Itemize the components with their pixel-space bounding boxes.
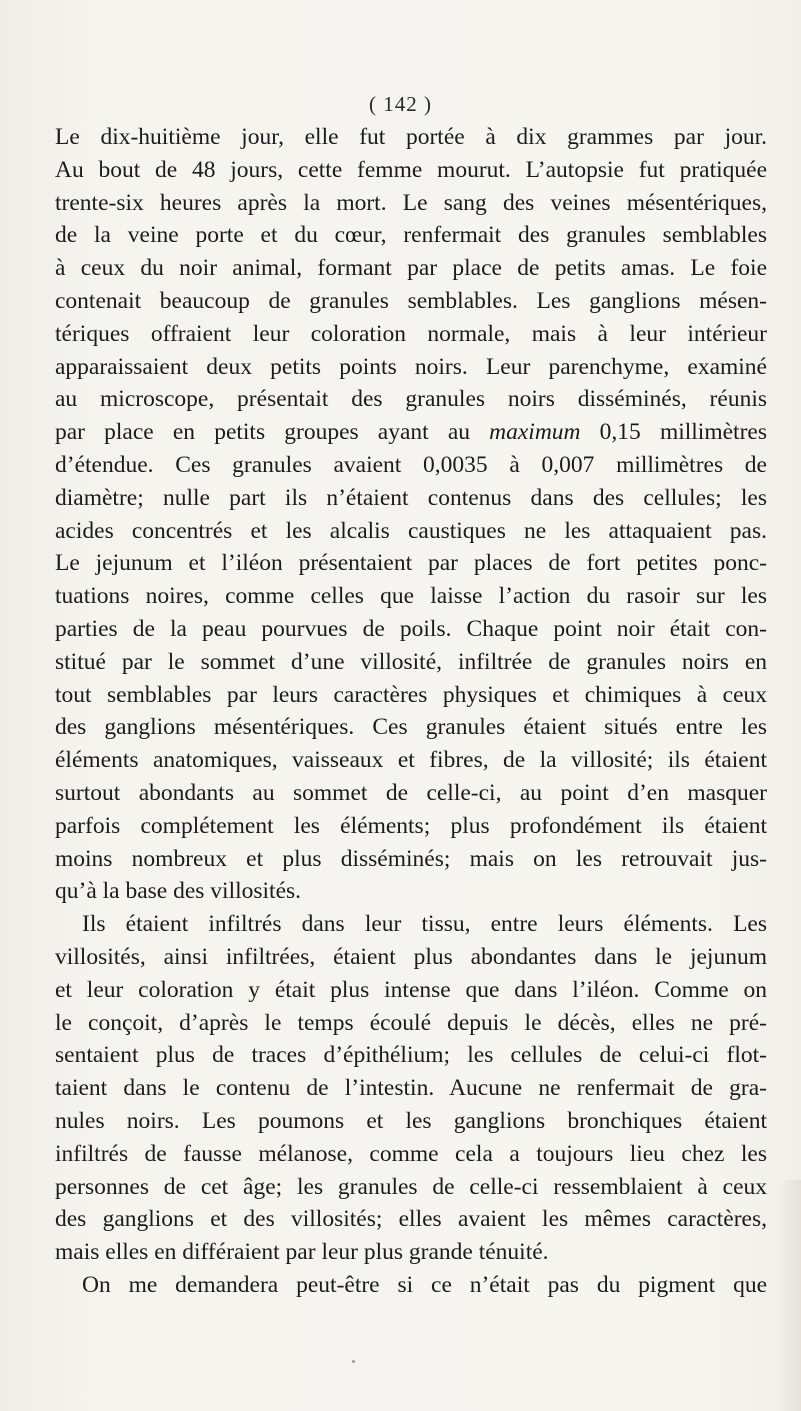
text-line: taient dans le contenu de l’intestin. Aucune ne renfermait de gra- [55,1075,767,1102]
text-line: le conçoit, d’après le temps écoulé depuis le décès, elles ne pré- [55,1009,767,1036]
text-line: par place en petits groupes ayant au maximum 0,15 millimètres [55,419,767,446]
text-line: d’étendue. Ces granules avaient 0,0035 à 0,007 millimètres de [55,451,767,478]
text-line: villosités, ainsi infiltrées, étaient plus abondantes dans le jejunum [55,943,767,970]
text-line: et leur coloration y était plus intense que dans l’iléon. Comme on [55,976,767,1003]
italic-term: maximum [489,419,581,446]
text-line: trente-six heures après la mort. Le sang des veines mésentériques, [55,189,767,216]
text-line: des ganglions mésentériques. Ces granules étaient situés entre les [55,714,767,741]
page-edge-shadow [779,1180,801,1411]
text-line: personnes de cet âge; les granules de celle-ci ressemblaient à ceux [55,1173,767,1200]
text-line: contenait beaucoup de granules semblables. Les ganglions mésen- [55,287,767,314]
text-line: qu’à la base des villosités. [55,878,302,905]
text-line: acides concentrés et les alcalis caustiques ne les attaquaient pas. [55,517,767,544]
page-number: ( 142 ) [369,92,432,116]
text-line: infiltrés de fausse mélanose, comme cela a toujours lieu chez les [55,1140,767,1167]
text-line: Le dix-huitième jour, elle fut portée à dix grammes par jour. [55,124,767,150]
text-line: tuations noires, comme celles que laisse l’action du rasoir sur les [55,583,767,610]
paper-speck [352,1360,355,1363]
text-line: à ceux du noir animal, formant par place de petits amas. Le foie [55,255,767,282]
text-line: éléments anatomiques, vaisseaux et fibres, de la villosité; ils étaient [55,747,767,774]
text-line: tout semblables par leurs caractères physiques et chimiques à ceux [55,681,767,708]
text-line: sentaient plus de traces d’épithélium; les cellules de celui-ci flot- [55,1042,767,1069]
text-line: apparaissaient deux petits points noirs. Leur parenchyme, examiné [55,353,767,380]
text-line: parties de la peau pourvues de poils. Chaque point noir était con- [55,615,767,642]
text-line: diamètre; nulle part ils n’étaient contenus dans des cellules; les [55,484,767,511]
text-line: nules noirs. Les poumons et les ganglions bronchiques étaient [55,1107,767,1134]
text-line: mais elles en différaient par leur plus grande ténuité. [55,1239,549,1266]
text-line: Le jejunum et l’iléon présentaient par places de fort petites ponc- [55,550,767,577]
text-line: au microscope, présentait des granules noirs disséminés, réunis [55,386,767,413]
text-line: stitué par le sommet d’une villosité, infiltrée de granules noirs en [55,648,767,675]
text-line: de la veine porte et du cœur, renfermait des granules semblables [55,222,767,249]
body-text [55,121,767,1302]
text-line: Ils étaient infiltrés dans leur tissu, entre leurs éléments. Les [82,911,767,938]
text-line: parfois complétement les éléments; plus profondément ils étaient [55,812,767,839]
text-line: tériques offraient leur coloration normale, mais à leur intérieur [55,320,767,347]
text-line: moins nombreux et plus disséminés; mais on les retrouvait jus- [55,845,767,872]
text-line: surtout abondants au sommet de celle-ci, au point d’en masquer [55,779,767,806]
text-line: des ganglions et des villosités; elles avaient les mêmes caractères, [55,1206,767,1233]
text-line: On me demandera peut-être si ce n’était pas du pigment que [82,1271,767,1298]
text-line: Au bout de 48 jours, cette femme mourut. L’autopsie fut pratiquée [55,156,767,183]
